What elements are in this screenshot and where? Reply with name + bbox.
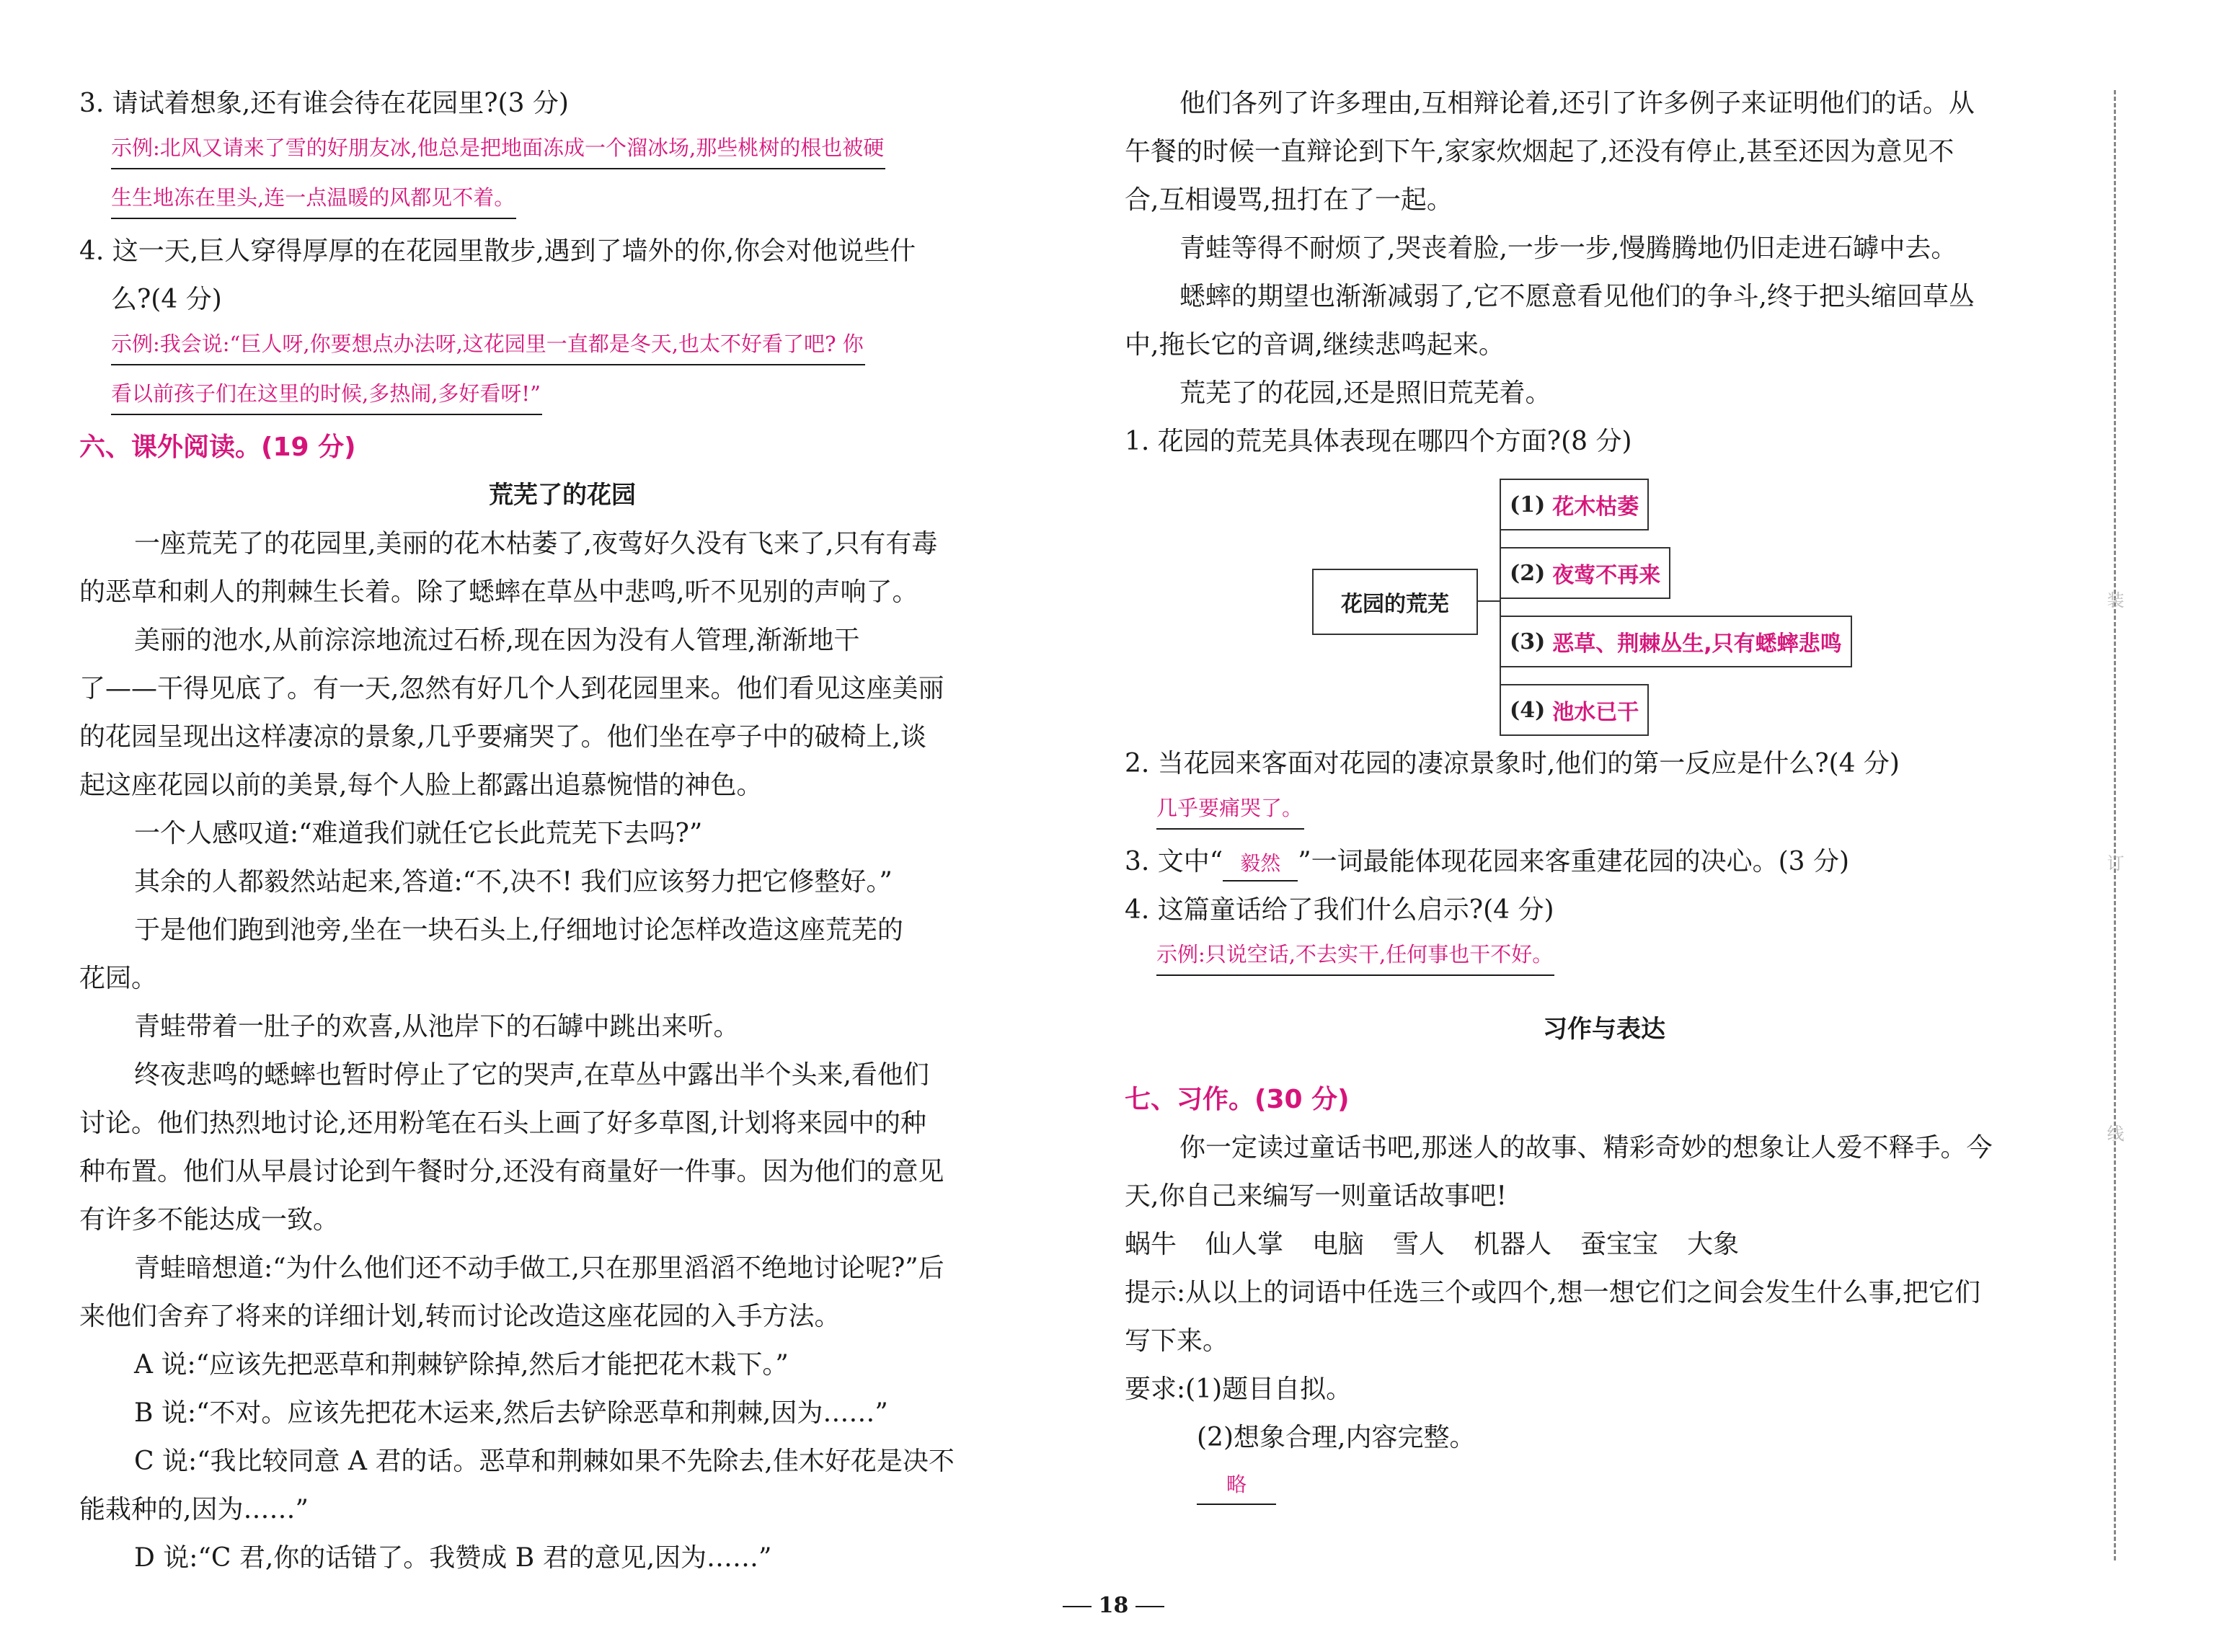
question-1-right: 1. 花园的荒芜具体表现在哪四个方面?(8 分) bbox=[1125, 427, 1632, 456]
essay-prompt bbox=[1125, 1124, 2084, 1220]
binding-line bbox=[2114, 90, 2116, 1560]
text-line: 了——干得见底了。有一天,忽然有好几个人到花园里来。他们看见这座美丽 bbox=[79, 674, 944, 703]
text-line: 有许多不能达成一致。 bbox=[79, 1205, 340, 1235]
story-text-left bbox=[79, 520, 1045, 1582]
text-line: 花园。 bbox=[79, 964, 158, 993]
text-line: B 说:“不对。应该先把花木运来,然后去铲除恶草和荆棘,因为……” bbox=[134, 1398, 888, 1428]
text-line: 的恶草和刺人的荆棘生长着。除了蟋蟀在草丛中悲鸣,听不见别的声响了。 bbox=[79, 577, 918, 607]
hint-line: 写下来。 bbox=[1125, 1326, 1229, 1356]
text-line: 一个人感叹道:“难道我们就任它长此荒芜下去吗?” bbox=[134, 819, 703, 848]
text-line: 青蛙带着一肚子的欢喜,从池岸下的石罅中跳出来听。 bbox=[134, 1012, 740, 1042]
question-2-right: 2. 当花园来客面对花园的凄凉景象时,他们的第一反应是什么?(4 分) bbox=[1125, 749, 1900, 778]
page-number: 18 bbox=[0, 1593, 2227, 1618]
word-list: 蜗牛 仙人掌 电脑 雪人 机器人 蚕宝宝 大象 bbox=[1125, 1230, 1740, 1259]
answer-line: 示例:北风又请来了雪的好朋友冰,他总是把地面冻成一个溜冰场,那些桃树的根也被硬 bbox=[111, 128, 885, 169]
text-line: 午餐的时候一直辩论到下午,家家炊烟起了,还没有停止,甚至还因为意见不 bbox=[1125, 137, 1954, 166]
text-line: 终夜悲鸣的蟋蟀也暂时停止了它的哭声,在草丛中露出半个头来,看他们 bbox=[134, 1060, 929, 1090]
answer-4-right: 示例:只说空话,不去实干,任何事也干不好。 bbox=[1156, 934, 1554, 976]
text-line: A 说:“应该先把恶草和荆棘铲除掉,然后才能把花木栽下。” bbox=[134, 1350, 789, 1380]
answer-2-right: 几乎要痛哭了。 bbox=[1156, 788, 1304, 830]
text-line: 蟋蟀的期望也渐渐减弱了,它不愿意看见他们的争斗,终于把头缩回草丛 bbox=[1179, 282, 1975, 311]
text-line: 青蛙等得不耐烦了,哭丧着脸,一步一步,慢腾腾地仍旧走进石罅中去。 bbox=[1179, 234, 1957, 263]
essay-answer: 略 bbox=[1197, 1466, 1276, 1505]
text-line: 中,拖长它的音调,继续悲鸣起来。 bbox=[1125, 330, 1505, 360]
text-line: 能栽种的,因为……” bbox=[79, 1495, 309, 1524]
answer-line: 看以前孩子们在这里的时候,多热闹,多好看呀!” bbox=[111, 373, 542, 415]
binding-mark: 装 bbox=[2104, 591, 2124, 608]
text-line: 美丽的池水,从前淙淙地流过石桥,现在因为没有人管理,渐渐地干 bbox=[134, 626, 860, 655]
connector bbox=[1476, 600, 1500, 602]
text-line: 天,你自己来编写一则童话故事吧! bbox=[1125, 1181, 1507, 1211]
text-line: 种布置。他们从早晨讨论到午餐时分,还没有商量好一件事。因为他们的意见 bbox=[79, 1157, 944, 1186]
text-line: 他们各列了许多理由,互相辩论着,还引了许多例子来证明他们的话。从 bbox=[1179, 89, 1975, 118]
text-line: 来他们舍弃了将来的详细计划,转而讨论改造这座花园的入手方法。 bbox=[79, 1302, 841, 1331]
text-line: 讨论。他们热烈地讨论,还用粉笔在石头上画了好多草图,计划将来园中的种 bbox=[79, 1109, 926, 1138]
text-line: 起这座花园以前的美景,每个人脸上都露出追慕惋惜的神色。 bbox=[79, 771, 763, 800]
question-4-left-cont: 么?(4 分) bbox=[111, 285, 222, 314]
binding-mark: 线 bbox=[2104, 1124, 2124, 1142]
diagram-root: 花园的荒芜 bbox=[1312, 569, 1478, 635]
text-line: 合,互相谩骂,扭打在了一起。 bbox=[1125, 185, 1453, 215]
requirement-1: 要求:(1)题目自拟。 bbox=[1125, 1375, 1352, 1404]
question-4-right: 4. 这篇童话给了我们什么启示?(4 分) bbox=[1125, 895, 1554, 925]
text-line: 你一定读过童话书吧,那迷人的故事、精彩奇妙的想象让人爱不释手。今 bbox=[1179, 1133, 1993, 1163]
text-line: 荒芜了的花园,还是照旧荒芜着。 bbox=[1179, 378, 1551, 408]
diagram-item-4: (4) 池水已干 bbox=[1500, 684, 1649, 736]
question-3-left: 3. 请试着想象,还有谁会待在花园里?(3 分) bbox=[79, 89, 569, 118]
hint-line: 提示:从以上的词语中任选三个或四个,想一想它们之间会发生什么事,把它们 bbox=[1125, 1278, 1981, 1307]
section-7-heading: 七、习作。(30 分) bbox=[1125, 1085, 1350, 1114]
text-line: 一座荒芜了的花园里,美丽的花木枯萎了,夜莺好久没有飞来了,只有有毒 bbox=[134, 529, 938, 559]
question-4-left: 4. 这一天,巨人穿得厚厚的在花园里散步,遇到了墙外的你,你会对他说些什 bbox=[79, 236, 916, 266]
answer-line: 示例:我会说:“巨人呀,你要想点办法呀,这花园里一直都是冬天,也太不好看了吧? 你 bbox=[111, 324, 865, 365]
section-6-heading: 六、课外阅读。(19 分) bbox=[79, 432, 356, 462]
connector bbox=[1500, 503, 1501, 705]
requirement-2: (2)想象合理,内容完整。 bbox=[1197, 1423, 1476, 1452]
section-heading: 习作与表达 bbox=[1543, 1015, 1665, 1044]
fill-blank-answer: 毅然 bbox=[1223, 847, 1298, 881]
question-3-right: 3. 文中“ 毅然 ”一词最能体现花园来客重建花园的决心。(3 分) bbox=[1125, 838, 2084, 886]
mind-map-diagram bbox=[1125, 466, 2084, 740]
text-line: 的花园呈现出这样凄凉的景象,几乎要痛哭了。他们坐在亭子中的破椅上,谈 bbox=[79, 722, 926, 752]
story-text-right bbox=[1125, 79, 2084, 417]
binding-mark: 订 bbox=[2104, 854, 2124, 871]
answer-3-left bbox=[79, 128, 1045, 227]
text-line: C 说:“我比较同意 A 君的话。恶草和荆棘如果不先除去,佳木好花是决不 bbox=[134, 1447, 955, 1476]
text-line: 青蛙暗想道:“为什么他们还不动手做工,只在那里滔滔不绝地讨论呢?”后 bbox=[134, 1253, 944, 1283]
diagram-item-3: (3) 恶草、荆棘丛生,只有蟋蟀悲鸣 bbox=[1500, 616, 1852, 667]
text-line: 其余的人都毅然站起来,答道:“不,决不! 我们应该努力把它修整好。” bbox=[134, 867, 893, 897]
answer-4-left bbox=[79, 324, 1045, 423]
text-line: D 说:“C 君,你的话错了。我赞成 B 君的意见,因为……” bbox=[134, 1543, 772, 1573]
diagram-item-1: (1) 花木枯萎 bbox=[1500, 479, 1649, 530]
text-line: 于是他们跑到池旁,坐在一块石头上,仔细地讨论怎样改造这座荒芜的 bbox=[134, 915, 903, 945]
story-title: 荒芜了的花园 bbox=[489, 481, 636, 510]
diagram-item-2: (2) 夜莺不再来 bbox=[1500, 547, 1670, 599]
left-column bbox=[79, 79, 1045, 1582]
right-column bbox=[1125, 79, 2084, 1505]
answer-line: 生生地冻在里头,连一点温暖的风都见不着。 bbox=[111, 177, 516, 219]
